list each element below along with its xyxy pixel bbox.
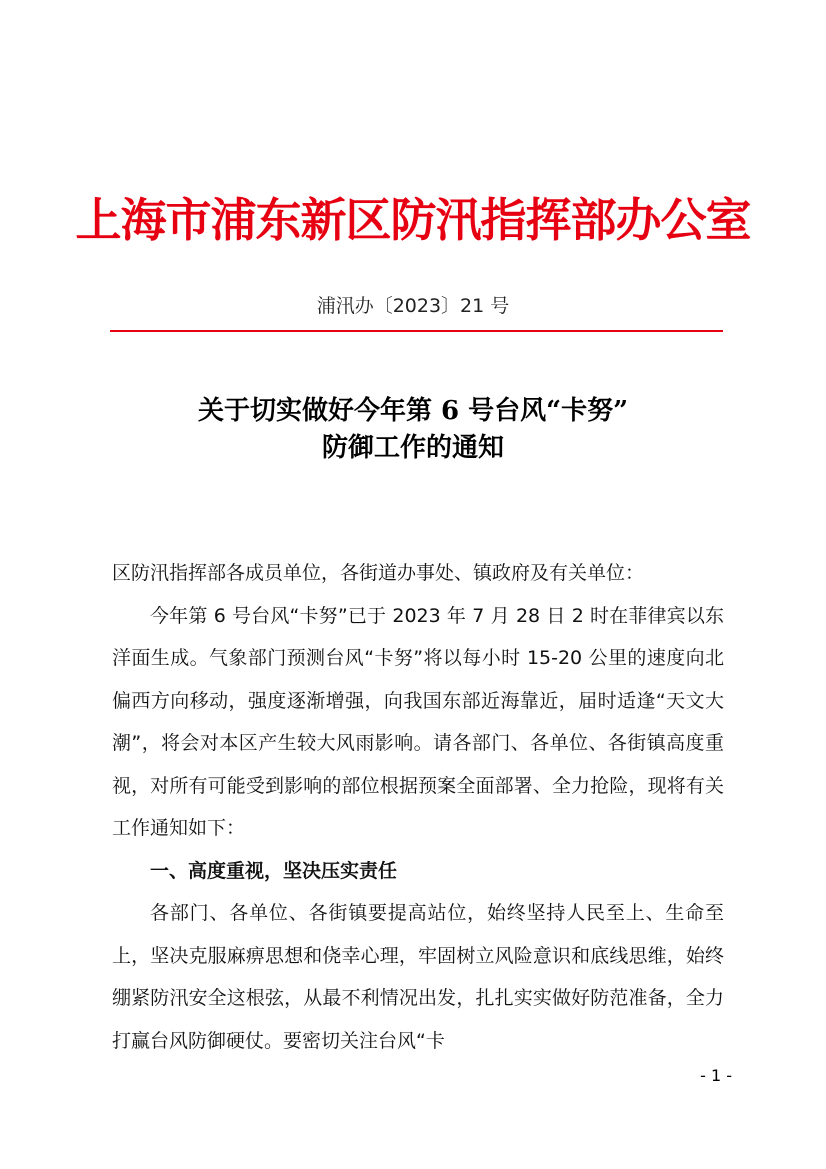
document-number: 浦汛办〔2023〕21 号 — [316, 295, 510, 317]
paragraph-intro: 今年第 6 号台风“卡努”已于 2023 年 7 月 28 日 2 时在菲律宾以东洋面生成。气象部门预测台风“卡努”将以每小时 15-20 公里的速度向北偏西方向移动，强度逐渐增强，向我国东部近海靠近，届时适逢“天文大潮”，将会对本区产生较大风雨影响。请各部门、各单位、各街镇高度重视，对所有可能受到影响的部位根据预案全面部署、全力抢险，现将有关工作通知如下： — [112, 604, 724, 839]
notice-body — [112, 552, 724, 1062]
issuer-title: 上海市浦东新区防汛指挥部办公室 — [75, 193, 751, 247]
red-divider-line — [110, 330, 723, 332]
notice-title-line2: 防御工作的通知 — [321, 433, 504, 463]
page-number: - 1 - — [700, 1066, 732, 1085]
paragraph-section-1: 各部门、各单位、各街镇要提高站位，始终坚持人民至上、生命至上，坚决克服麻痹思想和侥幸心理，牢固树立风险意识和底线思维，始终绷紧防汛安全这根弦，从最不利情况出发，扎扎实实做好防范准备，全力打赢台风防御硬仗。要密切关注台风“卡 — [112, 902, 724, 1052]
addressee: 区防汛指挥部各成员单位，各街道办事处、镇政府及有关单位： — [112, 562, 645, 584]
notice-title — [0, 393, 826, 467]
notice-title-line1: 关于切实做好今年第 6 号台风“卡努” — [197, 396, 629, 426]
section-heading-1: 一、高度重视，坚决压实责任 — [150, 859, 398, 882]
